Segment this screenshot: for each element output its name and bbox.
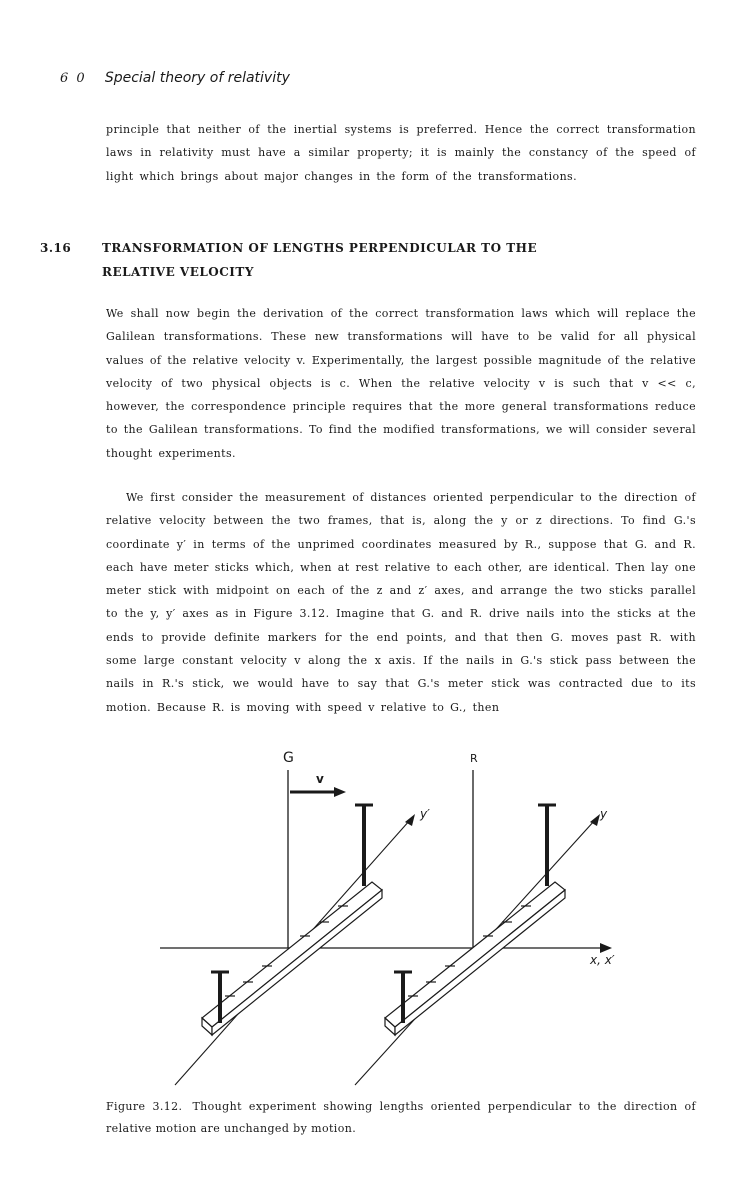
g-meter-stick xyxy=(202,882,382,1035)
x-axis-label: x, x′ xyxy=(590,953,615,967)
x-axis-arrow-icon xyxy=(600,943,612,953)
section-title-line2: RELATIVE VELOCITY xyxy=(102,265,254,279)
section-number: 3.16 xyxy=(40,241,72,255)
r-nail-top xyxy=(538,805,556,886)
velocity-arrow-icon xyxy=(334,787,346,797)
paragraph-top: principle that neither of the inertial systems is preferred. Hence the correct transformation laws in relativity must have a similar property; it is mainly the constancy of the speed of light which brings about major changes in the form of the transformations. xyxy=(106,123,696,183)
figure-3-12 xyxy=(150,740,630,1094)
page-number: 6 0 xyxy=(60,71,87,86)
g-label: G xyxy=(283,750,294,766)
running-header xyxy=(60,70,290,86)
figure-caption-text: Thought experiment showing lengths oriented perpendicular to the direction of relative motion are unchanged by motion. xyxy=(106,1100,696,1135)
section-heading xyxy=(40,236,537,284)
g-nail-top xyxy=(355,805,373,886)
figure-caption xyxy=(106,1096,696,1140)
section-title-line1: TRANSFORMATION OF LENGTHS PERPENDICULAR TO THE xyxy=(102,241,538,255)
paragraph-2: We first consider the measurement of distances oriented perpendicular to the direction of relative velocity between the two frames, that is, along the y or z directions. To find G.'s coordinate y′ in terms of the unprimed coordinates measured by R., suppose that G. and R. each have meter sticks which, when at rest relative to each other, are identical. Then lay one meter stick with midpoint on each of the z and z′ axes, and arrange the two sticks parallel to the y, y′ axes as in Figure 3.12. Imagine that G. and R. drive nails into the sticks at the ends to provide definite markers for the end points, and that then G. moves past R. with some large constant velocity v along the x axis. If the nails in G.'s stick pass between the nails in R.'s stick, we would have to say that G.'s meter stick was contracted due to its motion. Because R. is moving with speed v relative to G., then xyxy=(106,491,696,714)
running-title: Special theory of relativity xyxy=(104,70,290,86)
r-label: R xyxy=(470,752,478,765)
figure-caption-label: Figure 3.12. xyxy=(106,1100,183,1113)
paragraph-1: We shall now begin the derivation of the correct transformation laws which will replace the Galilean transformations. These new transformations will have to be valid for all physical values of the relative velocity v. Experimentally, the largest possible magnitude of the relative velocity of two physical objects is c. When the relative velocity v is such that v << c, however, the correspondence principle requires that the more general transformations reduce to the Galilean transformations. To find the modified transformations, we will consider several thought experiments. xyxy=(106,307,696,460)
r-meter-stick xyxy=(385,882,565,1035)
velocity-label: v xyxy=(316,772,324,786)
y-prime-label: y′ xyxy=(420,807,430,821)
y-label: y xyxy=(600,807,608,821)
meter-stick-diagram xyxy=(150,740,630,1090)
